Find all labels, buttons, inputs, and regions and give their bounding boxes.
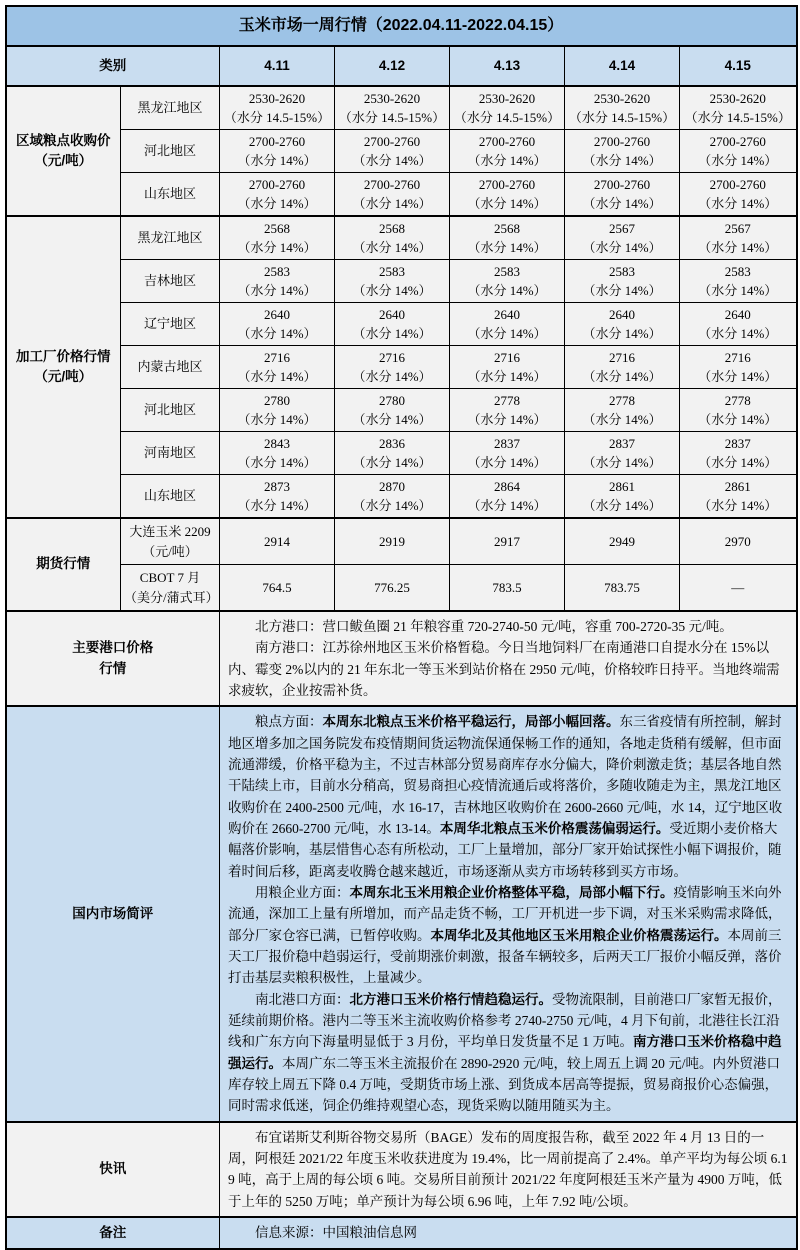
region-label: CBOT 7 月 （美分/蒲式耳） — [121, 565, 220, 612]
region-label: 黑龙江地区 — [121, 86, 220, 130]
text-section-row — [6, 611, 797, 706]
price-cell: 2861 （水分 14%） — [680, 475, 797, 519]
price-cell: 2640 （水分 14%） — [680, 303, 797, 346]
price-cell: 2843 （水分 14%） — [220, 432, 335, 475]
corn-weekly-report-page — [5, 5, 796, 1250]
region-label: 河北地区 — [121, 130, 220, 173]
bold-text-segment: 本周东北粮点玉米价格平稳运行，局部小幅回落。 — [322, 714, 620, 730]
price-cell: 2700-2760 （水分 14%） — [680, 130, 797, 173]
price-cell: 2568 （水分 14%） — [220, 216, 335, 260]
corn-market-table — [5, 5, 798, 1250]
price-cell: 2716 （水分 14%） — [680, 346, 797, 389]
price-cell: 2568 （水分 14%） — [450, 216, 565, 260]
paragraph — [228, 637, 788, 701]
section-label-主要港口价格行情: 主要港口价格 行情 — [6, 611, 220, 706]
price-cell: 2700-2760 （水分 14%） — [680, 173, 797, 217]
price-cell: 2640 （水分 14%） — [565, 303, 680, 346]
text-segment: 受近期小麦价格大幅落价影响，基层惜售心态有所松动，工厂上量增加，部分厂家开始试探性小幅下调报价，随着时间后移，距离麦收腾仓越来越近，市场逐渐从卖方市场转移到买方市场。 — [228, 820, 782, 879]
price-cell: 2780 （水分 14%） — [220, 389, 335, 432]
section-label-1: 区域粮点收购价 （元/吨） — [6, 86, 121, 216]
paragraph — [228, 989, 788, 1117]
text-section-row — [6, 1217, 797, 1249]
date-header-2: 4.12 — [335, 46, 450, 86]
price-row — [6, 475, 797, 519]
date-header-5: 4.15 — [680, 46, 797, 86]
page-title: 玉米市场一周行情（2022.04.11-2022.04.15） — [6, 6, 797, 46]
price-cell: 2530-2620 （水分 14.5-15%） — [565, 86, 680, 130]
text-segment: 东三省疫情有所控制，解封地区增多加之国务院发布疫情期间货运物流保通保畅工作的通知，各地走货稍有缓解，但市面流通滞缓，价格平稳为主，不过吉林部分贸易商库存水分偏大，降价刺激走货；基层各地自然干陆续上市，目前水分稍高，贸易商担心疫情流通后或将落价，多随收随走为主，黑龙江地区收购价在 2400-2500 元/吨，水 16-17，吉林地区收购价在 2600-2660 元/吨，水 14，辽宁地区收购价在 2660-2700 元/吨，水 13-14。 — [228, 714, 783, 836]
price-cell: 2700-2760 （水分 14%） — [220, 173, 335, 217]
price-row — [6, 518, 797, 565]
price-cell: 2837 （水分 14%） — [565, 432, 680, 475]
price-row — [6, 565, 797, 612]
price-row — [6, 130, 797, 173]
region-label: 河南地区 — [121, 432, 220, 475]
price-cell: 2530-2620 （水分 14.5-15%） — [680, 86, 797, 130]
region-label: 吉林地区 — [121, 260, 220, 303]
text-section-row — [6, 1122, 797, 1217]
text-segment: 布宜诺斯艾利斯谷物交易所（BAGE）发布的周度报告称，截至 2022 年 4 月 13 日的一周，阿根廷 2021/22 年度玉米收获进度为 19.4%，比一周前提高了 2.4%。单产平均为每公顷 6.19 吨，高于上周的每公顷 6 吨。交易所目前预计 2021/22 年度阿根廷玉米产量为 4900 万吨，低于上年的 5250 万吨；单产预计为每公顷 6.96 吨，上年 7.92 吨/公顷。 — [228, 1129, 788, 1209]
bold-text-segment: 南方港口玉米价格稳中趋强运行。 — [228, 1034, 782, 1071]
text-section-row — [6, 706, 797, 1121]
price-cell: 2837 （水分 14%） — [680, 432, 797, 475]
price-cell: — — [680, 565, 797, 612]
category-header: 类别 — [6, 46, 220, 86]
price-cell: 2970 — [680, 518, 797, 565]
region-label: 大连玉米 2209 （元/吨） — [121, 518, 220, 565]
price-cell: 2640 （水分 14%） — [220, 303, 335, 346]
price-cell: 2640 （水分 14%） — [450, 303, 565, 346]
paragraph — [228, 882, 788, 989]
bold-text-segment: 本周东北玉米用粮企业价格整体平稳，局部小幅下行。 — [349, 884, 674, 900]
section-text — [220, 706, 797, 1121]
price-cell: 2583 （水分 14%） — [335, 260, 450, 303]
price-cell: 2836 （水分 14%） — [335, 432, 450, 475]
price-cell: 764.5 — [220, 565, 335, 612]
price-row — [6, 260, 797, 303]
text-segment: 北方港口：营口鲅鱼圈 21 年粮容重 720-2740-50 元/吨，容重 700-2720-35 元/吨。 — [255, 619, 733, 634]
section-label-备注: 备注 — [6, 1217, 220, 1249]
paragraph — [228, 1222, 788, 1243]
price-cell: 783.5 — [450, 565, 565, 612]
date-header-4: 4.14 — [565, 46, 680, 86]
price-row — [6, 173, 797, 217]
date-header-3: 4.13 — [450, 46, 565, 86]
price-cell: 2914 — [220, 518, 335, 565]
price-cell: 2873 （水分 14%） — [220, 475, 335, 519]
price-cell: 783.75 — [565, 565, 680, 612]
section-label-国内市场简评: 国内市场简评 — [6, 706, 220, 1121]
price-cell: 2700-2760 （水分 14%） — [335, 173, 450, 217]
price-cell: 2700-2760 （水分 14%） — [450, 173, 565, 217]
price-cell: 2917 — [450, 518, 565, 565]
price-row — [6, 303, 797, 346]
price-row — [6, 216, 797, 260]
price-cell: 2870 （水分 14%） — [335, 475, 450, 519]
region-label: 山东地区 — [121, 173, 220, 217]
text-segment: 南方港口：江苏徐州地区玉米价格暂稳。今日当地饲料厂在南通港口自提水分在 15%以内、霉变 2%以内的 21 年东北一等玉米到站价格在 2950 元/吨，价格较昨日持平。当地终端需求疲软，企业按需补货。 — [228, 640, 780, 698]
text-segment: 疫情影响玉米向外流通，深加工上量有所增加，而产品走货不畅，工厂开机进一步下调，对玉米采购需求降低，部分厂家仓容已满，已暂停收购。 — [228, 884, 782, 943]
price-cell: 2583 （水分 14%） — [220, 260, 335, 303]
region-label: 黑龙江地区 — [121, 216, 220, 260]
title-row — [6, 6, 797, 46]
price-cell: 2583 （水分 14%） — [565, 260, 680, 303]
text-segment: 粮点方面： — [255, 714, 323, 730]
section-text — [220, 611, 797, 706]
text-segment: 受物流限制，目前港口厂家暂无报价，延续前期价格。港内二等玉米主流收购价格参考 2740-2750 元/吨，4 月下旬前，北港往长江沿线和广东方向下海量明显低于 3 月份，平均单日发货量不足 1 万吨。 — [228, 991, 782, 1050]
header-row — [6, 46, 797, 86]
price-cell: 2568 （水分 14%） — [335, 216, 450, 260]
price-row — [6, 389, 797, 432]
price-cell: 2583 （水分 14%） — [680, 260, 797, 303]
price-cell: 2864 （水分 14%） — [450, 475, 565, 519]
region-label: 辽宁地区 — [121, 303, 220, 346]
region-label: 山东地区 — [121, 475, 220, 519]
section-label-2: 加工厂价格行情 （元/吨） — [6, 216, 121, 518]
price-cell: 2780 （水分 14%） — [335, 389, 450, 432]
price-row — [6, 346, 797, 389]
price-cell: 776.25 — [335, 565, 450, 612]
price-row — [6, 86, 797, 130]
bold-text-segment: 本周华北及其他地区玉米用粮企业价格震荡运行。 — [430, 927, 728, 943]
price-cell: 2530-2620 （水分 14.5-15%） — [220, 86, 335, 130]
date-header-1: 4.11 — [220, 46, 335, 86]
text-segment: 本周广东二等玉米主流报价在 2890-2920 元/吨，较上周五上调 20 元/吨。内外贸港口库存较上周五下降 0.4 万吨，受期货市场上涨、到货成本居高等提振，贸易商报价心态偏强，同时需求低迷，饲企仍维持观望心态，现货采购以随用随买为主。 — [228, 1055, 780, 1114]
price-cell: 2919 — [335, 518, 450, 565]
section-label-快讯: 快讯 — [6, 1122, 220, 1217]
text-segment: 南北港口方面： — [255, 991, 350, 1007]
price-cell: 2640 （水分 14%） — [335, 303, 450, 346]
price-cell: 2700-2760 （水分 14%） — [565, 130, 680, 173]
paragraph — [228, 1127, 788, 1212]
section-text — [220, 1217, 797, 1249]
section-text — [220, 1122, 797, 1217]
price-cell: 2567 （水分 14%） — [565, 216, 680, 260]
price-cell: 2778 （水分 14%） — [450, 389, 565, 432]
price-cell: 2583 （水分 14%） — [450, 260, 565, 303]
paragraph — [228, 616, 788, 637]
price-cell: 2567 （水分 14%） — [680, 216, 797, 260]
price-cell: 2530-2620 （水分 14.5-15%） — [335, 86, 450, 130]
price-cell: 2778 （水分 14%） — [680, 389, 797, 432]
price-cell: 2700-2760 （水分 14%） — [335, 130, 450, 173]
price-cell: 2700-2760 （水分 14%） — [450, 130, 565, 173]
text-segment: 用粮企业方面： — [255, 884, 350, 900]
price-cell: 2700-2760 （水分 14%） — [565, 173, 680, 217]
price-cell: 2861 （水分 14%） — [565, 475, 680, 519]
bold-text-segment: 北方港口玉米价格行情趋稳运行。 — [349, 991, 552, 1007]
price-cell: 2700-2760 （水分 14%） — [220, 130, 335, 173]
price-cell: 2716 （水分 14%） — [220, 346, 335, 389]
paragraph — [228, 711, 788, 882]
price-cell: 2778 （水分 14%） — [565, 389, 680, 432]
price-cell: 2716 （水分 14%） — [335, 346, 450, 389]
price-cell: 2716 （水分 14%） — [565, 346, 680, 389]
text-segment: 本周前三天工厂报价稳中趋弱运行，受前期涨价刺激，报备车辆较多，后两天工厂报价小幅反弹，落价打击基层卖粮积极性，上量减少。 — [228, 927, 782, 986]
bold-text-segment: 本周华北粮点玉米价格震荡偏弱运行。 — [439, 820, 670, 836]
price-row — [6, 432, 797, 475]
region-label: 内蒙古地区 — [121, 346, 220, 389]
region-label: 河北地区 — [121, 389, 220, 432]
section-label-3: 期货行情 — [6, 518, 121, 611]
price-cell: 2949 — [565, 518, 680, 565]
price-cell: 2716 （水分 14%） — [450, 346, 565, 389]
text-segment: 信息来源：中国粮油信息网 — [255, 1225, 417, 1241]
price-cell: 2837 （水分 14%） — [450, 432, 565, 475]
price-cell: 2530-2620 （水分 14.5-15%） — [450, 86, 565, 130]
